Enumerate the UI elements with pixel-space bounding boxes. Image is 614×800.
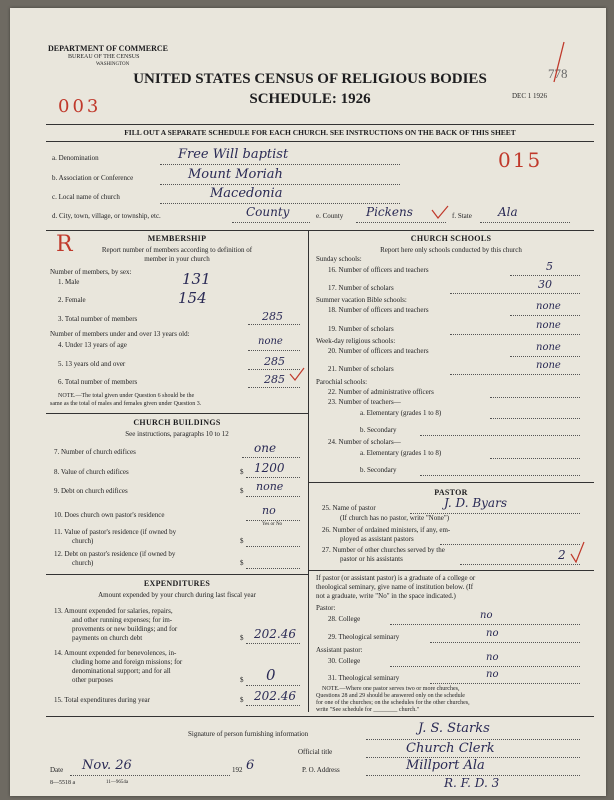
signature-value[interactable]: J. S. Starks — [418, 721, 490, 736]
instructions-line: FILL OUT A SEPARATE SCHEDULE FOR EACH CHURCH. SEE INSTRUCTIONS ON THE BACK OF THIS SHEET — [124, 128, 516, 137]
q13-dollar: $ — [240, 634, 244, 642]
po-address-extra: R. F. D. 3 — [444, 776, 500, 790]
signature-line — [366, 739, 580, 740]
q9-dollar: $ — [240, 487, 244, 495]
q14-label-b: cluding home and foreign missions; for — [72, 658, 183, 666]
q10-line — [246, 520, 300, 521]
q3-line — [248, 324, 300, 325]
county-label: e. County — [316, 212, 344, 220]
year-prefix: 192 — [232, 766, 243, 774]
weekday-schools-label: Week-day religious schools: — [316, 337, 396, 345]
q24b-label: b. Secondary — [360, 466, 397, 474]
expenditures-sub: Amount expended by your church during last fiscal year — [98, 591, 256, 599]
q22-label: 22. Number of administrative officers — [328, 388, 434, 396]
date-line — [70, 775, 230, 776]
q23b-label: b. Secondary — [360, 426, 397, 434]
q23-label: 23. Number of teachers— — [328, 398, 401, 406]
q22-line — [490, 397, 580, 398]
q18-line — [510, 315, 580, 316]
q13-label-a: 13. Amount expended for salaries, repairs, — [54, 607, 173, 615]
po-address-value[interactable]: Millport Ala — [406, 758, 485, 773]
q9-line — [246, 496, 300, 497]
q16-label: 16. Number of officers and teachers — [328, 266, 429, 274]
q10-label: 10. Does church own pastor's residence — [54, 511, 165, 519]
q26-label-a: 26. Number of ordained ministers, if any, em- — [322, 526, 451, 534]
form-title: UNITED STATES CENSUS OF RELIGIOUS BODIES — [133, 71, 487, 87]
stamp-number: 778 — [548, 66, 568, 81]
q1-value[interactable]: 131 — [182, 270, 211, 288]
q25-value[interactable]: J. D. Byars — [444, 496, 507, 510]
instructions-rule — [46, 141, 594, 142]
schools-sub: Report here only schools conducted by this church — [380, 246, 522, 254]
pastor-sub-label: Pastor: — [316, 604, 336, 612]
q3-value[interactable]: 285 — [262, 310, 283, 323]
denomination-label: a. Denomination — [52, 154, 99, 162]
q12-dollar: $ — [240, 559, 244, 567]
q1-label: 1. Male — [58, 278, 80, 286]
state-value[interactable]: Ala — [498, 205, 518, 219]
center-divider — [308, 230, 309, 560]
association-line — [160, 184, 400, 185]
q8-dollar: $ — [240, 468, 244, 476]
q12-label-b: church) — [72, 559, 94, 567]
membership-heading: MEMBERSHIP — [147, 234, 207, 243]
q25-label: 25. Name of pastor — [322, 504, 376, 512]
census-schedule-sheet — [10, 8, 606, 796]
q14-label-a: 14. Amount expended for benevolences, in- — [54, 649, 177, 657]
q31-line — [430, 683, 580, 684]
red-mark-r: R — [56, 232, 73, 257]
association-value[interactable]: Mount Moriah — [188, 167, 283, 182]
q19-value[interactable]: none — [536, 320, 561, 331]
q6-line — [248, 387, 300, 388]
q18-label: 18. Number of officers and teachers — [328, 306, 429, 314]
state-line — [480, 222, 570, 223]
q11-dollar: $ — [240, 537, 244, 545]
q26-line — [440, 544, 580, 545]
q2-label: 2. Female — [58, 296, 86, 304]
city-line — [232, 222, 310, 223]
q27-label-a: 27. Number of other churches served by the — [322, 546, 445, 554]
q18-value[interactable]: none — [536, 301, 561, 312]
state-label: f. State — [452, 212, 472, 220]
q23a-line — [490, 418, 580, 419]
church-name-line — [160, 203, 400, 204]
city-value[interactable]: County — [246, 205, 290, 219]
vacation-schools-label: Summer vacation Bible schools: — [316, 296, 407, 304]
q13-label-d: payments on church debt — [72, 634, 143, 642]
q21-line — [450, 374, 580, 375]
date-value[interactable]: Nov. 26 — [82, 758, 132, 773]
denomination-line — [160, 164, 400, 165]
q8-label: 8. Value of church edifices — [54, 468, 129, 476]
members-by-sex-label: Number of members, by sex: — [50, 268, 132, 276]
red-check-mark-icon — [550, 38, 580, 88]
denomination-value[interactable]: Free Will baptist — [178, 147, 289, 162]
q21-label: 21. Number of scholars — [328, 365, 394, 373]
q28-label: 28. College — [328, 615, 361, 623]
bureau-name: BUREAU OF THE CENSUS — [68, 54, 140, 60]
city-name: WASHINGTON — [96, 62, 130, 67]
q29-value[interactable]: no — [486, 628, 499, 639]
pastor-note-d: write "See schedule for ________ church." — [316, 707, 420, 713]
q8-value[interactable]: 1200 — [254, 461, 285, 475]
q7-line — [242, 457, 300, 458]
pastor-note-b: Questions 28 and 29 should be answered only on the schedule — [316, 693, 465, 699]
buildings-heading: CHURCH BUILDINGS — [133, 418, 221, 427]
q11-line — [246, 546, 300, 547]
q7-label: 7. Number of church edifices — [54, 448, 136, 456]
graduate-note-c: not a graduate, write "No" in the space indicated.) — [316, 592, 456, 600]
q25-hint: (If church has no pastor, write "None") — [340, 514, 450, 522]
q24a-line — [490, 458, 580, 459]
buildings-sub: See instructions, paragraphs 10 to 12 — [125, 430, 229, 438]
red-tick-icon — [430, 204, 450, 224]
pastor-rule — [308, 482, 594, 483]
q30-label: 30. College — [328, 657, 361, 665]
q28-value[interactable]: no — [480, 610, 493, 621]
q20-label: 20. Number of officers and teachers — [328, 347, 429, 355]
membership-note-b: same as the total of males and females given under Question 3. — [50, 401, 202, 407]
graduate-note-b: theological seminary, give name of institution below. (If — [316, 583, 474, 591]
q21-value[interactable]: none — [536, 360, 561, 371]
q15-line — [246, 705, 300, 706]
q17-value[interactable]: 30 — [538, 278, 552, 291]
members-by-age-label: Number of members under and over 13 years old: — [50, 330, 190, 338]
po-address-label: P. O. Address — [302, 766, 340, 774]
q6-label: 6. Total number of members — [58, 378, 138, 386]
grid-top-rule — [46, 230, 594, 231]
q24b-line — [420, 475, 580, 476]
q16-line — [510, 275, 580, 276]
q5-label: 5. 13 years old and over — [58, 360, 126, 368]
schedule-title: SCHEDULE: 1926 — [249, 91, 371, 107]
date-label: Date — [50, 766, 64, 774]
q29-line — [430, 642, 580, 643]
q9-value[interactable]: none — [256, 480, 284, 493]
q27-label-b: pastor or his assistants — [340, 555, 403, 563]
q17-label: 17. Number of scholars — [328, 284, 394, 292]
q27-line — [460, 564, 580, 565]
city-label: d. City, town, village, or township, etc. — [52, 212, 161, 220]
graduate-note-a: If pastor (or assistant pastor) is a graduate of a college or — [316, 574, 476, 582]
q15-value[interactable]: 202.46 — [254, 689, 296, 703]
q16-value[interactable]: 5 — [546, 260, 553, 273]
q14-line — [246, 685, 300, 686]
red-code-left: 003 — [58, 96, 102, 117]
q2-value[interactable]: 154 — [178, 289, 207, 307]
q4-label: 4. Under 13 years of age — [58, 341, 127, 349]
stamp-date: DEC 1 1926 — [512, 92, 547, 100]
buildings-rule — [46, 413, 308, 414]
print-number: 11—9654a — [106, 780, 129, 785]
q14-value[interactable]: 0 — [266, 666, 276, 684]
red-code-right: 015 — [498, 148, 543, 172]
assistant-sub-label: Assistant pastor: — [316, 646, 363, 654]
pastor-note-a: NOTE.—Where one pastor serves two or more churches, — [322, 686, 460, 692]
q31-label: 31. Theological seminary — [328, 674, 400, 682]
q20-line — [510, 356, 580, 357]
graduate-rule — [308, 570, 594, 571]
church-name-value[interactable]: Macedonia — [210, 186, 283, 201]
q29-label: 29. Theological seminary — [328, 633, 400, 641]
q14-label-d: other purposes — [72, 676, 114, 684]
q28-line — [390, 624, 580, 625]
q13-line — [246, 643, 300, 644]
q23a-label: a. Elementary (grades 1 to 8) — [360, 409, 442, 417]
q13-label-b: and other running expenses; for im- — [72, 616, 173, 624]
year-value[interactable]: 6 — [246, 758, 255, 773]
q7-value[interactable]: one — [254, 441, 277, 455]
pastor-note-c: for one of the churches; on the schedules for the other churches, — [316, 700, 470, 706]
signature-label: Signature of person furnishing information — [188, 730, 309, 738]
expenditures-heading: EXPENDITURES — [143, 579, 211, 588]
official-title-value[interactable]: Church Clerk — [406, 741, 495, 756]
q24a-label: a. Elementary (grades 1 to 8) — [360, 449, 442, 457]
q8-line — [246, 477, 300, 478]
q3-label: 3. Total number of members — [58, 315, 138, 323]
q4-value[interactable]: none — [258, 336, 283, 347]
official-title-label: Official title — [298, 748, 333, 756]
church-name-label: c. Local name of church — [52, 193, 120, 201]
q11-label-b: church) — [72, 537, 94, 545]
q11-label-a: 11. Value of pastor's residence (if owned by — [54, 528, 177, 536]
q20-value[interactable]: none — [536, 342, 561, 353]
q30-line — [390, 666, 580, 667]
q6-value[interactable]: 285 — [264, 373, 285, 386]
footer-rule — [46, 716, 594, 717]
q15-dollar: $ — [240, 696, 244, 704]
form-number: 8—5518 a — [50, 780, 76, 786]
q30-value[interactable]: no — [486, 652, 499, 663]
membership-note-2: member in your church — [144, 255, 210, 263]
q14-label-c: denominational support; and for all — [72, 667, 171, 675]
q19-line — [450, 334, 580, 335]
schools-heading: CHURCH SCHOOLS — [410, 234, 492, 243]
q19-label: 19. Number of scholars — [328, 325, 394, 333]
membership-note-a: NOTE.—The total given under Question 6 should be the — [58, 393, 195, 399]
q14-dollar: $ — [240, 676, 244, 684]
expenditures-rule — [46, 574, 308, 575]
q15-label: 15. Total expenditures during year — [54, 696, 150, 704]
department-name: DEPARTMENT OF COMMERCE — [48, 44, 169, 53]
q12-line — [246, 568, 300, 569]
q13-label-c: provements or new buildings; and for — [72, 625, 178, 633]
q12-label-a: 12. Debt on pastor's residence (if owned by — [54, 550, 176, 558]
center-divider-lower — [308, 560, 309, 712]
q24-label: 24. Number of scholars— — [328, 438, 401, 446]
q26-label-b: ployed as assistant pastors — [340, 535, 414, 543]
association-label: b. Association or Conference — [52, 174, 134, 182]
county-value[interactable]: Pickens — [366, 205, 413, 219]
q10-hint: Yes or No — [262, 522, 283, 527]
red-tick-small-icon — [288, 366, 308, 386]
q31-value[interactable]: no — [486, 669, 499, 680]
membership-note-1: Report number of members according to definition of — [101, 246, 253, 254]
q27-value[interactable]: 2 — [558, 548, 566, 562]
pastor-heading: PASTOR — [434, 488, 468, 497]
parochial-schools-label: Parochial schools: — [316, 378, 368, 386]
q5-value[interactable]: 285 — [264, 355, 285, 368]
q13-value[interactable]: 202.46 — [254, 627, 296, 641]
q17-line — [450, 293, 580, 294]
q23b-line — [420, 435, 580, 436]
q4-line — [248, 350, 300, 351]
sunday-schools-label: Sunday schools: — [316, 255, 362, 263]
red-tick-pastor-icon — [568, 540, 588, 566]
header-rule — [46, 124, 594, 125]
q10-value[interactable]: no — [262, 504, 276, 517]
q9-label: 9. Debt on church edifices — [54, 487, 128, 495]
